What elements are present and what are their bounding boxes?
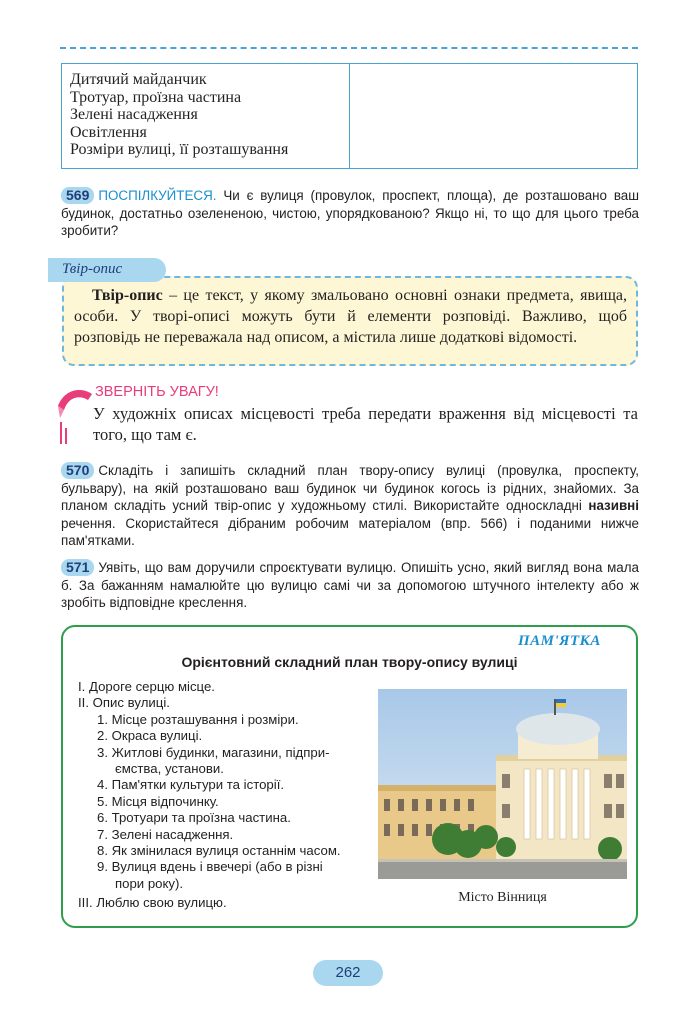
exercise-text-b: речення. Скористайтеся дібраним робочим матеріалом (впр. 566) і поданими нижче пам'ятками. (61, 515, 639, 548)
list-item: III. Люблю свою вулицю. (78, 895, 227, 911)
exercise-569 (61, 187, 639, 240)
memo-title: Орієнтовний складний план твору-опису вулиці (181, 654, 518, 670)
memo-tag: ПАМ'ЯТКА (518, 633, 601, 649)
definition-term: Твір-опис (92, 287, 163, 304)
exercise-bold-word: називні (588, 498, 639, 513)
list-item: 8. Як змінилася вулиця останнім часом. (97, 843, 341, 859)
exercise-number: 569 (61, 187, 94, 204)
exercise-text: Уявіть, що вам доручили спроєктувати вулицю. Опишіть усно, який вигляд вона мала б. За бажанням намалюйте цю вулицю самі чи за допомогою штучного інтелекту або ж зробіть відповідне креслення. (61, 560, 639, 610)
list-item: 4. Пам'ятки культури та історії. (97, 777, 285, 793)
list-item: ємства, установи. (115, 761, 224, 777)
list-item: 7. Зелені насадження. (97, 826, 234, 842)
definition-body: – це текст, у якому змальовано основні ознаки предмета, явища, особи. У творі-описі можуть бути й елементи розповіді. Важливо, щоб розповідь не переважала над описом, а містила лише додаткові відомості. (74, 287, 627, 346)
list-item: 1. Місце розташування і розміри. (97, 711, 299, 727)
exercise-text: Чи є вулиця (провулок, проспект, площа), де розташовано ваш будинок, достатньо озелененою, чистою, упорядкованою? Якщо ні, то що для цього треба зробити? (61, 188, 639, 238)
table-row: Зелені насадження (70, 106, 198, 123)
page-number: 262 (313, 960, 383, 986)
list-item: 6. Тротуари та проїзна частина. (97, 810, 291, 826)
exercise-number: 570 (61, 462, 94, 479)
table-row: Освітлення (70, 123, 147, 141)
list-item: 3. Житлові будинки, магазини, підпри- (97, 744, 330, 760)
definition-tab (48, 258, 166, 282)
definition-tab-label: Твір-опис (62, 261, 123, 277)
attention-icon (50, 384, 94, 446)
list-item: пори року). (115, 875, 184, 891)
table-left-cell (62, 64, 350, 168)
attention-text: У художніх описах місцевості треба передати враження від місцевості та того, що там є. (93, 404, 638, 444)
exercise-571 (61, 559, 639, 612)
attention-title: ЗВЕРНІТЬ УВАГУ! (95, 384, 219, 400)
top-dashed-rule (60, 47, 638, 49)
list-item: 2. Окраса вулиці. (97, 728, 203, 744)
exercise-lead: ПОСПІЛКУЙТЕСЯ. (98, 188, 217, 203)
table-row: Дитячий майданчик (70, 71, 207, 88)
list-item: I. Дороге серцю місце. (78, 679, 215, 694)
definition-text (74, 285, 627, 348)
list-item: 5. Місця відпочинку. (97, 793, 219, 809)
street-features-table (61, 63, 638, 169)
exercise-570 (61, 462, 639, 550)
exercise-number: 571 (61, 559, 94, 576)
exercise-text-a: Складіть і запишіть складний план твору-опису вулиці (провулка, проспекту, бульвару), на якій розташовано ваш будинок чи будинок когось із рідних, знайомих. За планом складіть усний твір-опис у художньому стилі. Використайте односкладні (61, 463, 639, 513)
list-item: II. Опис вулиці. (78, 695, 170, 711)
photo-caption: Місто Вінниця (458, 890, 547, 905)
memo-plan-list (78, 679, 368, 912)
table-row: Тротуар, проїзна частина (70, 88, 242, 106)
list-item: 9. Вулиця вдень і ввечері (або в різні (97, 859, 323, 875)
table-row: Розміри вулиці, її розташування (70, 141, 289, 158)
city-photo (378, 689, 627, 879)
